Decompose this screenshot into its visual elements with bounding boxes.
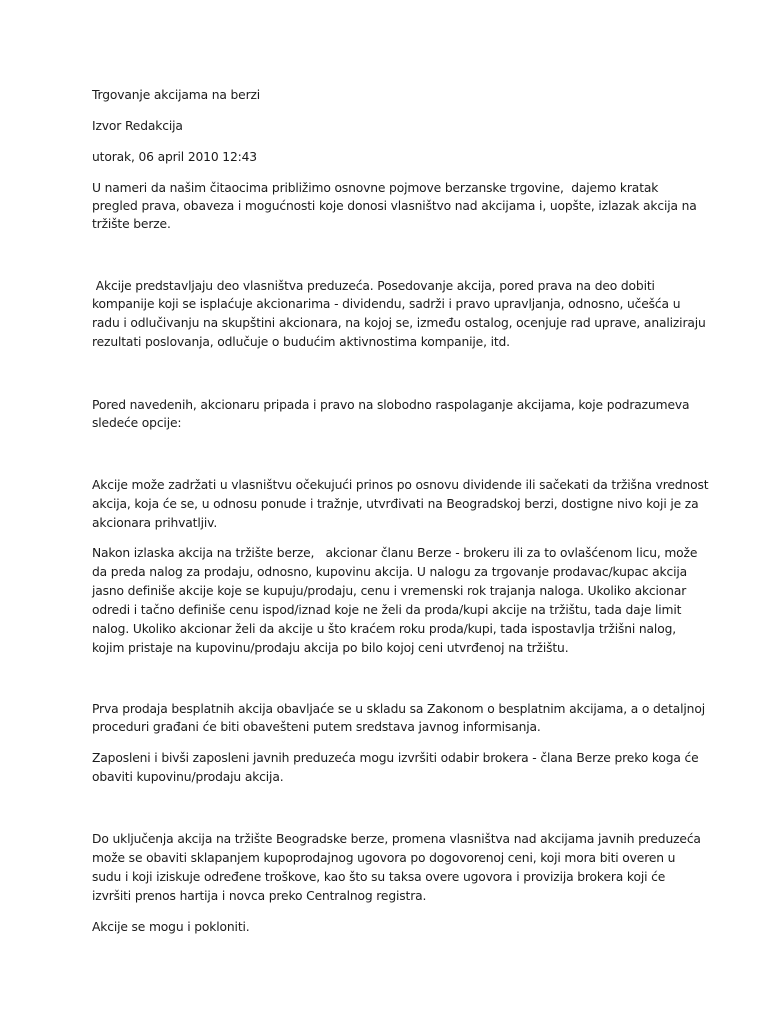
paragraph-line: rezultati poslovanja, odlučuje o budućim aktivnostima kompanije, itd. (92, 335, 510, 349)
paragraph-line: jasno definiše akcije koje se kupuju/prodaju, cenu i vremenski rok trajanja naloga. Ukoliko akcionar (92, 584, 687, 598)
paragraph-line: Zaposleni i bivši zaposleni javnih preduzeća mogu izvršiti odabir brokera - člana Berze preko koga će (92, 751, 699, 765)
paragraph-line: kojim pristaje na kupovinu/prodaju akcija po bilo kojoj ceni utvrđenoj na tržištu. (92, 641, 569, 655)
document-title: Trgovanje akcijama na berzi (92, 88, 261, 102)
paragraph-line: akcionara prihvatljiv. (92, 516, 218, 530)
paragraph-line: sudu i koji iziskuje određene troškove, kao što su taksa overe ugovora i provizija brokera koji će (92, 870, 666, 884)
paragraph-line: Akcije predstavljaju deo vlasništva preduzeća. Posedovanje akcija, pored prava na deo dobiti (92, 279, 655, 293)
paragraph-line: Pored navedenih, akcionaru pripada i pravo na slobodno raspolaganje akcijama, koje podrazumeva (92, 398, 690, 412)
paragraph-line: U nameri da našim čitaocima približimo osnovne pojmove berzanske trgovine, dajemo kratak (92, 181, 659, 195)
document-source: Izvor Redakcija (92, 119, 183, 133)
paragraph-line: odredi i tačno definiše cenu ispod/iznad koje ne želi da proda/kupi akcije na tržištu, tada daje limit (92, 603, 682, 617)
paragraph-line: izvršiti prenos hartija i novca preko Centralnog registra. (92, 889, 427, 903)
paragraph-line: Prva prodaja besplatnih akcija obavljaće se u skladu sa Zakonom o besplatnim akcijama, a o detaljnoj (92, 702, 705, 716)
paragraph-line: Akcije može zadržati u vlasništvu očekujući prinos po osnovu dividende ili sačekati da tržišna vrednost (92, 478, 709, 492)
paragraph-line: nalog. Ukoliko akcionar želi da akcije u što kraćem roku proda/kupi, tada ispostavlja tržišni nalog, (92, 622, 676, 636)
paragraph-line: Nakon izlaska akcija na tržište berze, akcionar članu Berze - brokeru ili za to ovlašćenom licu, može (92, 546, 698, 560)
paragraph-line: kompanije koji se isplaćuje akcionarima - dividendu, sadrži i pravo upravljanja, odnosno, učešća u (92, 297, 681, 311)
paragraph-line: proceduri građani će biti obavešteni putem sredstava javnog informisanja. (92, 720, 541, 734)
paragraph-line: može se obaviti sklapanjem kupoprodajnog ugovora po dogovorenoj ceni, koji mora biti overen u (92, 851, 676, 865)
paragraph-line: pregled prava, obaveza i mogućnosti koje donosi vlasništvo nad akcijama i, uopšte, izlazak akcija na (92, 199, 697, 213)
paragraph-line: radu i odlučivanju na skupštini akcionara, na kojoj se, između ostalog, ocenjuje rad uprave, analiziraju (92, 316, 706, 330)
paragraph-line: akcija, koja će se, u odnosu ponude i tražnje, utvrđivati na Beogradskoj berzi, dostigne nivo koji je za (92, 497, 699, 511)
paragraph-line: Akcije se mogu i pokloniti. (92, 920, 250, 934)
paragraph-line: tržište berze. (92, 217, 171, 231)
document-date: utorak, 06 april 2010 12:43 (92, 150, 257, 164)
paragraph-line: obaviti kupovinu/prodaju akcija. (92, 770, 284, 784)
paragraph-line: da preda nalog za prodaju, odnosno, kupovinu akcija. U nalogu za trgovanje prodavac/kupac akcija (92, 565, 688, 579)
paragraph-line: Do uključenja akcija na tržište Beogradske berze, promena vlasništva nad akcijama javnih preduzeća (92, 832, 701, 846)
paragraph-line: sledeće opcije: (92, 416, 182, 430)
